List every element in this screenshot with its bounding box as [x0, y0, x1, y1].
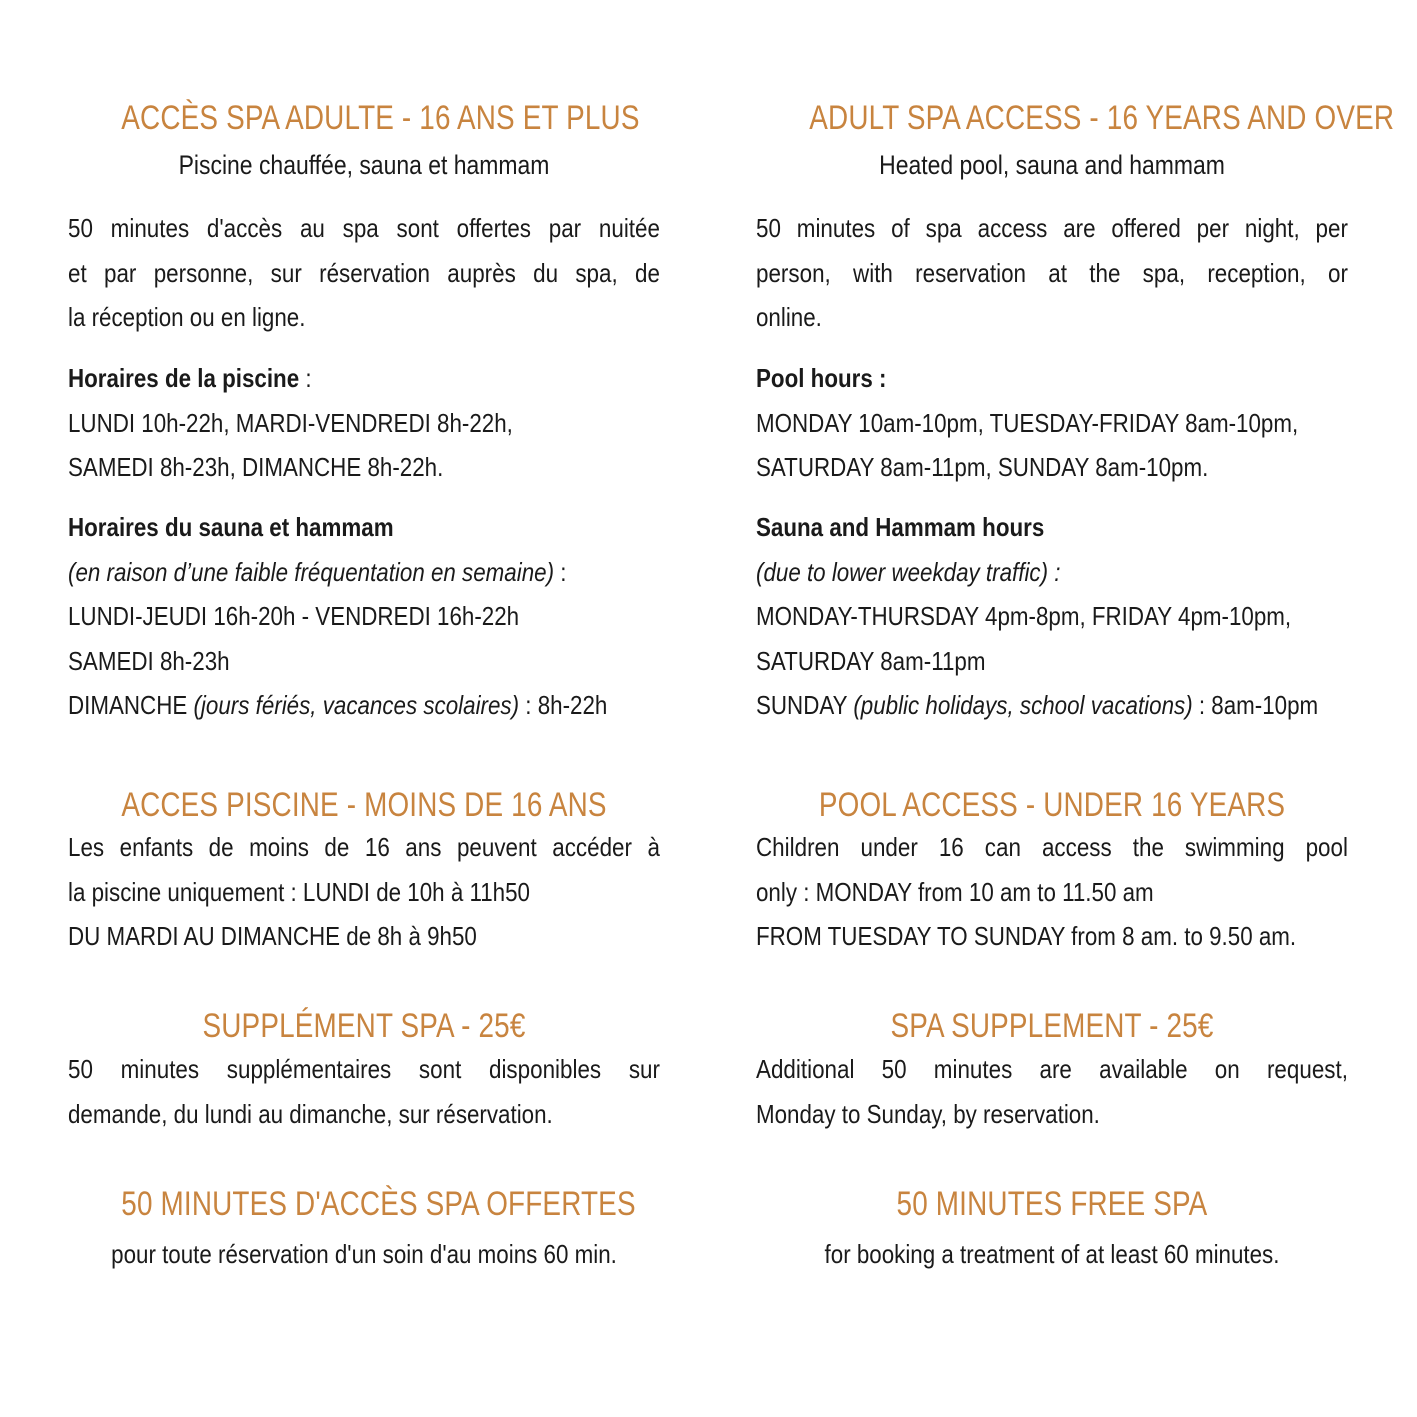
sunday-note: (public holidays, school vacations)	[853, 690, 1193, 720]
text-line: FROM TUESDAY TO SUNDAY from 8 am. to 9.50 am.	[756, 921, 1297, 951]
sauna-hours-note-line	[68, 550, 577, 595]
sauna-hours-label: Sauna and Hammam hours	[756, 512, 1045, 542]
spa-supplement-text-en	[756, 1047, 1348, 1136]
pool-access-title-fr: ACCES PISCINE - MOINS DE 16 ANS	[121, 786, 607, 824]
adult-spa-text-fr	[68, 206, 660, 340]
pool-hours-line: SATURDAY 8am-11pm, SUNDAY 8am-10pm.	[756, 452, 1209, 482]
free-spa-title-en: 50 MINUTES FREE SPA	[896, 1185, 1208, 1223]
pool-hours-fr	[68, 356, 660, 490]
sunday-hours: : 8h-22h	[519, 690, 608, 720]
spa-supplement-text-fr	[68, 1047, 660, 1136]
text-line: Monday to Sunday, by reservation.	[756, 1098, 1100, 1129]
adult-spa-title-en: ADULT SPA ACCESS - 16 YEARS AND OVER	[809, 99, 1395, 137]
spa-supplement-title-fr: SUPPLÉMENT SPA - 25€	[202, 1007, 526, 1045]
pool-hours-line: SAMEDI 8h-23h, DIMANCHE 8h-22h.	[68, 452, 444, 482]
text-line: pour toute réservation d'un soin d'au moins 60 min.	[111, 1239, 617, 1269]
pool-hours-line: MONDAY 10am-10pm, TUESDAY-FRIDAY 8am-10pm,	[756, 407, 1299, 438]
sunday-hours: : 8am-10pm	[1192, 690, 1319, 720]
sauna-hours-line: SAMEDI 8h-23h	[68, 645, 230, 676]
text-line: 50 minutes of spa access are offered per night, per	[756, 213, 1348, 243]
text-line: person, with reservation at the spa, reception, or	[756, 257, 1348, 288]
sauna-hours-note-colon: :	[554, 556, 567, 587]
pool-access-text-en	[756, 825, 1348, 959]
text-line: 50 minutes supplémentaires sont disponibles sur	[68, 1054, 660, 1084]
sauna-hours-line: MONDAY-THURSDAY 4pm-8pm, FRIDAY 4pm-10pm,	[756, 601, 1292, 631]
text-line: Les enfants de moins de 16 ans peuvent accéder à	[68, 832, 660, 862]
sauna-hours-fr	[68, 505, 660, 728]
sauna-hours-note: (due to lower weekday traffic) :	[756, 556, 1061, 587]
pool-hours-label: Horaires de la piscine	[68, 363, 300, 393]
sauna-hours-line	[756, 683, 1319, 728]
adult-spa-subtitle-en: Heated pool, sauna and hammam	[879, 150, 1225, 180]
sauna-hours-line	[68, 683, 608, 728]
adult-spa-title-fr: ACCÈS SPA ADULTE - 16 ANS ET PLUS	[121, 99, 640, 137]
text-line: la réception ou en ligne.	[68, 302, 306, 332]
text-line: et par personne, sur réservation auprès du spa, de	[68, 257, 660, 288]
pool-access-title-en: POOL ACCESS - UNDER 16 YEARS	[818, 786, 1286, 824]
sunday-prefix: DIMANCHE	[68, 690, 194, 720]
free-spa-text-fr	[68, 1232, 660, 1277]
sauna-hours-label: Horaires du sauna et hammam	[68, 512, 394, 542]
text-line: la piscine uniquement : LUNDI de 10h à 11h50	[68, 876, 530, 907]
sauna-hours-line: SATURDAY 8am-11pm	[756, 645, 986, 676]
pool-hours-colon: :	[299, 363, 312, 393]
pool-access-text-fr	[68, 825, 660, 959]
text-line: Children under 16 can access the swimming pool	[756, 832, 1348, 862]
text-line: DU MARDI AU DIMANCHE de 8h à 9h50	[68, 921, 477, 951]
text-line: 50 minutes d'accès au spa sont offertes par nuitée	[68, 213, 660, 243]
free-spa-text-en	[756, 1232, 1348, 1277]
sauna-hours-line: LUNDI-JEUDI 16h-20h - VENDREDI 16h-22h	[68, 601, 520, 631]
pool-hours-heading-fr	[68, 356, 577, 401]
text-line: only : MONDAY from 10 am to 11.50 am	[756, 876, 1154, 907]
sauna-hours-en	[756, 505, 1348, 728]
sunday-prefix: SUNDAY	[756, 690, 854, 720]
sauna-hours-note: (en raison d’une faible fréquentation en semaine)	[68, 556, 555, 587]
pool-hours-line: LUNDI 10h-22h, MARDI-VENDREDI 8h-22h,	[68, 407, 513, 438]
sunday-note: (jours fériés, vacances scolaires)	[193, 690, 520, 720]
text-line: online.	[756, 302, 822, 332]
free-spa-title-fr: 50 MINUTES D'ACCÈS SPA OFFERTES	[121, 1185, 636, 1223]
pool-hours-en	[756, 356, 1348, 490]
text-line: Additional 50 minutes are available on request,	[756, 1054, 1348, 1084]
text-line: demande, du lundi au dimanche, sur réservation.	[68, 1098, 553, 1129]
spa-supplement-title-en: SPA SUPPLEMENT - 25€	[890, 1007, 1214, 1045]
adult-spa-text-en	[756, 206, 1348, 340]
text-line: for booking a treatment of at least 60 minutes.	[824, 1239, 1280, 1269]
adult-spa-subtitle-fr: Piscine chauffée, sauna et hammam	[178, 150, 550, 180]
pool-hours-label: Pool hours :	[756, 363, 887, 393]
